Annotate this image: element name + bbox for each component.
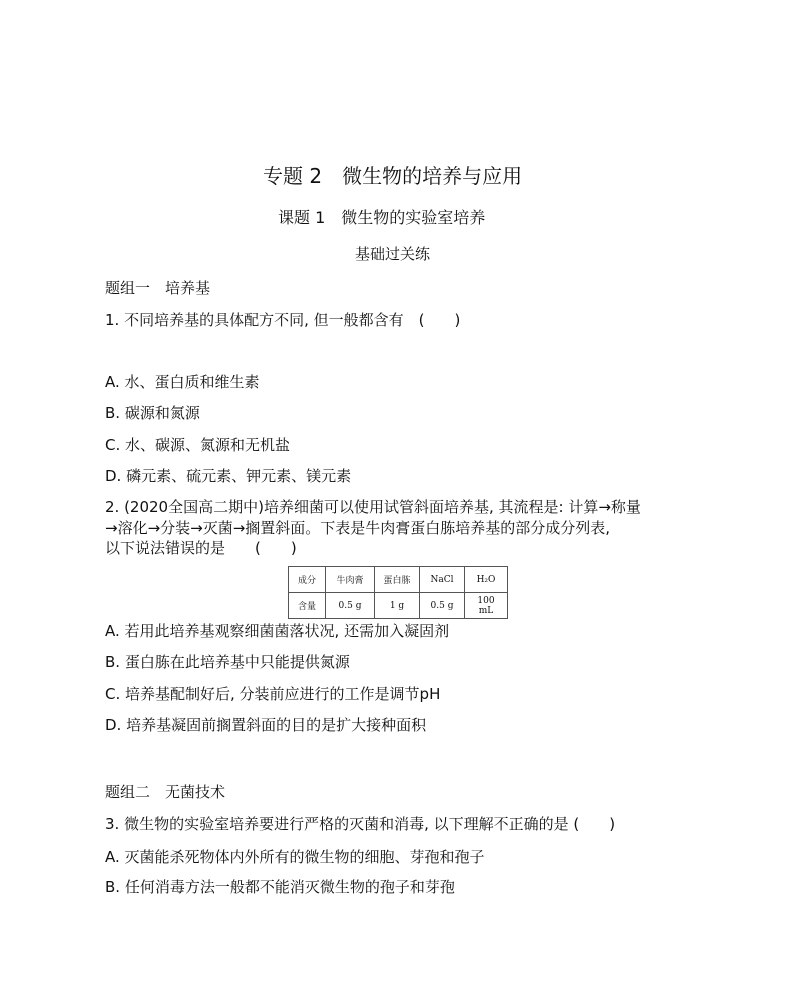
lesson-title: 课题 1 微生物的实验室培养: [278, 208, 486, 227]
table-cell: 0.5 g: [420, 593, 465, 619]
option-b: B. 碳源和氮源: [105, 404, 200, 422]
question-stem-line: 2. (2020全国高二期中)培养细菌可以使用试管斜面培养基, 其流程是: 计算→称量: [105, 498, 641, 516]
table-cell: 1 g: [375, 593, 420, 619]
option-a: A. 水、蛋白质和维生素: [105, 373, 260, 391]
table-cell: 蛋白胨: [375, 567, 420, 593]
question-stem-line: →溶化→分装→灭菌→搁置斜面。下表是牛肉膏蛋白胨培养基的部分成分列表,: [105, 519, 611, 537]
table-cell: NaCl: [420, 567, 465, 593]
table-cell: 牛肉膏: [326, 567, 375, 593]
option-b: B. 任何消毒方法一般都不能消灭微生物的孢子和芽孢: [105, 878, 455, 896]
table-cell: 100 mL: [465, 593, 508, 619]
option-d: D. 磷元素、硫元素、钾元素、镁元素: [105, 467, 352, 485]
option-b: B. 蛋白胨在此培养基中只能提供氮源: [105, 653, 350, 671]
question-stem: 1. 不同培养基的具体配方不同, 但一般都含有 ( ): [105, 311, 461, 329]
option-a: A. 若用此培养基观察细菌菌落状况, 还需加入凝固剂: [105, 622, 450, 640]
group-heading: 题组二 无菌技术: [105, 783, 226, 801]
option-c: C. 水、碳源、氮源和无机盐: [105, 436, 291, 454]
table-cell: 0.5 g: [326, 593, 375, 619]
option-c: C. 培养基配制好后, 分装前应进行的工作是调节pH: [105, 685, 441, 703]
table-header-row: [289, 567, 508, 593]
table-cell: H₂O: [465, 567, 508, 593]
question-stem: 3. 微生物的实验室培养要进行严格的灭菌和消毒, 以下理解不正确的是 ( ): [105, 815, 616, 833]
table-row: [289, 593, 508, 619]
composition-table: [288, 566, 508, 619]
option-d: D. 培养基凝固前搁置斜面的目的是扩大接种面积: [105, 716, 427, 734]
table-cell: 含量: [289, 593, 326, 619]
page-title: 专题 2 微生物的培养与应用: [263, 164, 523, 188]
question-stem-line: 以下说法错误的是 ( ): [105, 539, 297, 557]
table-cell: 成分: [289, 567, 326, 593]
section-title: 基础过关练: [355, 245, 431, 263]
option-a: A. 灭菌能杀死物体内外所有的微生物的细胞、芽孢和孢子: [105, 848, 485, 866]
group-heading: 题组一 培养基: [105, 279, 211, 297]
